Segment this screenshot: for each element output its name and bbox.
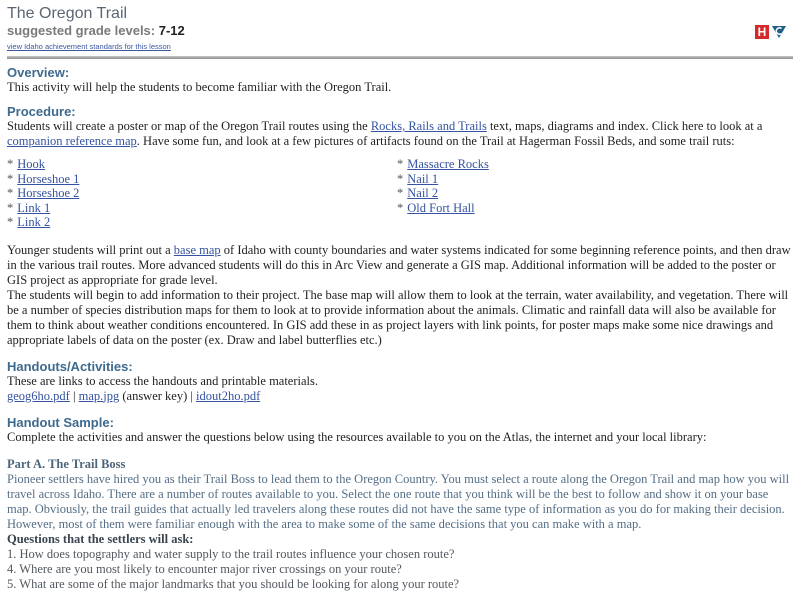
list-item <box>7 186 397 201</box>
bullet: * <box>397 186 404 200</box>
grade-levels <box>7 23 793 38</box>
bullet: * <box>397 171 404 186</box>
procedure-text <box>7 119 793 149</box>
separator: | <box>187 388 197 403</box>
nail-1-link[interactable]: Nail 1 <box>407 171 439 186</box>
artifact-links <box>7 157 793 230</box>
question-item: 1. How does topography and water supply to the trail routes influence your chosen route? <box>7 546 455 561</box>
list-item <box>397 186 787 201</box>
question-item: 4. Where are you most likely to encounter major river crossings on your route? <box>7 561 402 576</box>
standards-link[interactable]: view Idaho achievement standards for this lesson <box>7 42 171 51</box>
handouts-text: These are links to access the handouts and printable materials. <box>7 373 319 388</box>
hook-link[interactable]: Hook <box>17 157 46 171</box>
list-item <box>7 172 397 187</box>
handout-sample-text: Complete the activities and answer the questions below using the resources available to you on the Atlas, the internet and your local library: <box>7 429 707 444</box>
questions-heading: Questions that the settlers will ask: <box>7 531 194 546</box>
h-logo-icon[interactable]: H <box>755 25 769 39</box>
grade-value: 7-12 <box>158 23 185 38</box>
procedure-para-2 <box>7 243 793 288</box>
list-item <box>7 157 397 172</box>
questions-section <box>7 532 793 592</box>
para2-text-a: Younger students will print out a <box>7 242 174 257</box>
map-jpg-link[interactable]: map.jpg <box>78 388 120 403</box>
separator: | <box>69 388 79 403</box>
bullet: * <box>7 157 14 171</box>
companion-reference-map-link[interactable]: companion reference map <box>7 134 137 148</box>
list-item <box>397 172 787 187</box>
list-item <box>7 201 397 216</box>
list-item <box>7 215 397 230</box>
horseshoe-1-link[interactable]: Horseshoe 1 <box>17 171 80 186</box>
bullet: * <box>7 171 14 186</box>
artifact-list-right <box>397 157 787 230</box>
base-map-link[interactable]: base map <box>173 242 221 257</box>
bullet: * <box>7 186 14 200</box>
procedure-text-1: Students will create a poster or map of the Oregon Trail routes using the <box>7 119 371 133</box>
idout2ho-pdf-link[interactable]: idout2ho.pdf <box>196 388 261 403</box>
old-fort-hall-link[interactable]: Old Fort Hall <box>407 200 475 215</box>
procedure-text-3: . Have some fun, and look at a few pictures of artifacts found on the Trail at Hagerman Fossil Beds, and some trail ruts: <box>136 134 735 148</box>
bullet: * <box>7 215 14 229</box>
procedure-para-3: The students will begin to add information to their project. The base map will allow them to look at the terrain, water availability, and vegetation. There will be a number of species distribution maps for them to look at to provide information about the animals. Climatic and rainfall data will also be available for them to think about weather conditions encountered. In GIS add these in as project layers with link points, for poster maps make some nice drawings and appropriate labels of data on the poster (ex. Draw and label butterflies etc.) <box>7 287 789 347</box>
overview-text: This activity will help the students to become familiar with the Oregon Trail. <box>7 80 392 94</box>
grade-label: suggested grade levels: <box>7 23 159 38</box>
rocks-rails-trails-link[interactable]: Rocks, Rails and Trails <box>370 119 487 133</box>
part-a-section <box>7 457 793 532</box>
page-header <box>7 0 793 56</box>
bullet: * <box>7 200 14 215</box>
procedure-text-2: text, maps, diagrams and index. Click here to look at a <box>486 119 763 133</box>
geog6ho-pdf-link[interactable]: geog6ho.pdf <box>7 388 70 403</box>
bullet: * <box>397 157 404 171</box>
page-title: The Oregon Trail <box>7 5 128 22</box>
part-a-text: Pioneer settlers have hired you as their Trail Boss to lead them to the Oregon Country. You must select a route along the Oregon Trail and map how you will travel across Idaho. There are a number of routes available to you. Select the one route that you think will be the best to follow and show it on your base map. Obviously, the trail guides that actually led travelers along these routes did not have the same type of information as you do for making their decision. However, most of them were familiar enough with the area to make some of the same decisions that you can make with a map. <box>7 471 790 531</box>
answer-key-label: (answer key) <box>119 388 188 403</box>
handouts-heading: Handouts/Activities: <box>7 358 133 374</box>
massacre-rocks-link[interactable]: Massacre Rocks <box>407 157 489 171</box>
question-item: 5. What are some of the major landmarks that you should be looking for along your route? <box>7 576 460 591</box>
handouts-links <box>7 389 793 404</box>
procedure-heading: Procedure: <box>7 104 76 119</box>
horseshoe-2-link[interactable]: Horseshoe 2 <box>17 186 80 200</box>
header-divider <box>7 56 793 59</box>
nail-2-link[interactable]: Nail 2 <box>407 186 439 200</box>
para2-text-b: of Idaho with county boundaries and water systems indicated for some beginning reference points, and then draw in the various trail routes. More advanced students will do this in Arc View and generate a GIS map. Additional information will be added to the poster or GIS project as appropriate for grade level. <box>7 242 791 287</box>
artifact-list-left <box>7 157 397 230</box>
part-a-heading: Part A. The Trail Boss <box>7 456 126 471</box>
bullet: * <box>397 200 404 215</box>
list-item <box>397 157 787 172</box>
overview-heading: Overview: <box>7 65 70 80</box>
logos <box>755 25 786 39</box>
link-2-link[interactable]: Link 2 <box>17 215 51 229</box>
link-1-link[interactable]: Link 1 <box>17 200 51 215</box>
handout-sample-heading: Handout Sample: <box>7 414 114 430</box>
list-item <box>397 201 787 216</box>
triangle-logo-icon[interactable] <box>772 25 786 39</box>
